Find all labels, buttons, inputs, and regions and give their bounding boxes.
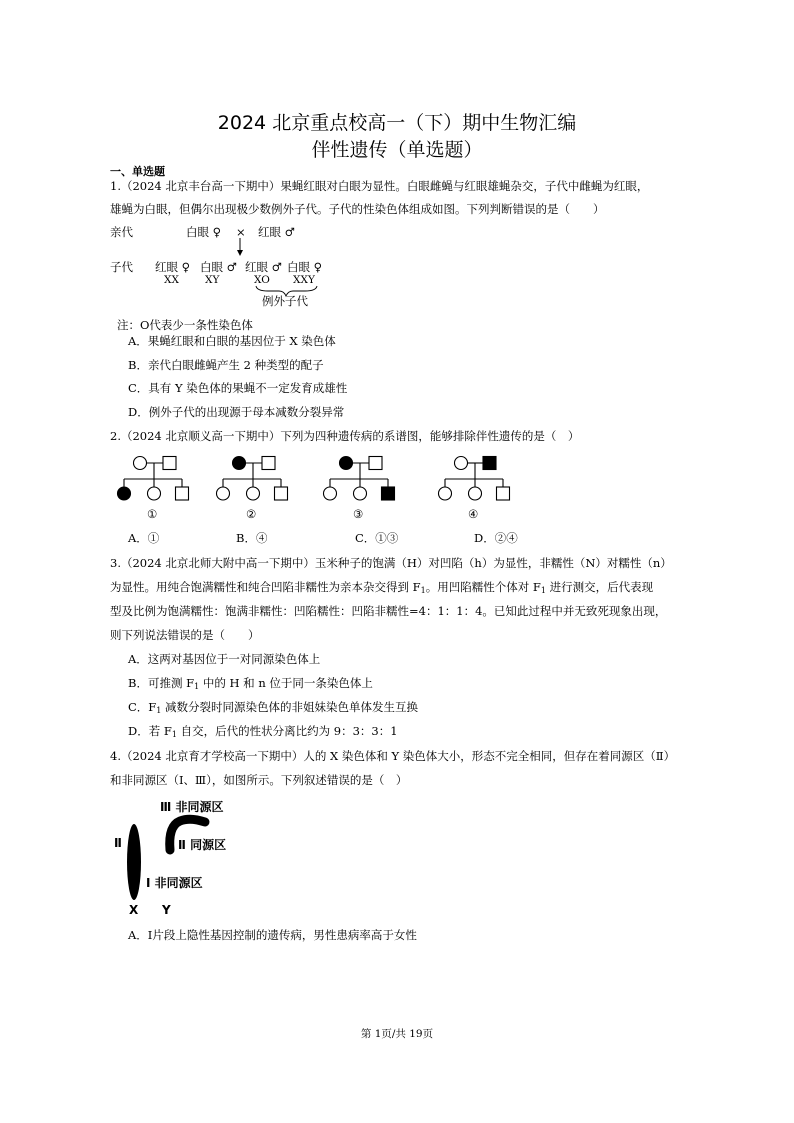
parent-female: 白眼 ♀ [186,225,222,239]
document-subtitle: 伴性遗传（单选题） [311,139,483,161]
q3-stem-line3: 型及比例为饱满糯性：饱满非糯性：凹陷糯性：凹陷非糯性=4：1：1：4。已知此过程中并无致死现象出现， [110,604,667,618]
q3-stem-text: 。用凹陷糯性个体对 F [425,580,541,594]
offspring-genotype: XX [164,274,179,286]
q1-option-c: C．具有 Y 染色体的果蝇不一定发育成雄性 [128,381,348,395]
pedigree-4-label: ④ [468,507,479,521]
q1-stem-line1: 1.（2024 北京丰台高一下期中）果蝇红眼对白眼为显性。白眼雌蝇与红眼雄蝇杂交，子代中雌蝇为红眼， [110,179,649,193]
q2-stem: 2.（2024 北京顺义高一下期中）下列为四种遗传病的系谱图，能够排除伴性遗传的是（ ） [110,429,580,443]
page-number: 第 1页/共 19页 [360,1028,434,1040]
option-text: D．若 F [128,724,172,738]
offspring-phenotype: 红眼 ♀ [155,260,191,274]
label-nonhomologous-III: Ⅲ 非同源区 [160,800,224,814]
offspring-generation-label: 子代 [110,260,133,274]
label-nonhomologous-I: Ⅰ 非同源区 [146,876,203,890]
q1-option-b: B．亲代白眼雌蝇产生 2 种类型的配子 [128,358,324,372]
offspring-phenotype: 白眼 ♂ [200,260,237,274]
subscript: 1 [194,682,200,691]
offspring-genotype: XXY [293,274,315,286]
q3-stem-text: 进行测交，后代表现 [545,580,654,594]
option-text: C．F [128,700,157,714]
subscript: 1 [420,586,426,595]
pedigree-1-label: ① [147,507,158,521]
q1-option-a: A．果蝇红眼和白眼的基因位于 X 染色体 [128,334,336,348]
q3-stem-line1: 3.（2024 北京北师大附中高一下期中）玉米种子的饱满（H）对凹陷（h）为显性，非糯性（N）对糯性（n） [110,556,672,570]
q3-option-a: A．这两对基因位于一对同源染色体上 [128,652,321,666]
q2-option-d: D．②④ [474,531,518,545]
q4-stem-line2: 和非同源区（Ⅰ、Ⅲ），如图所示。下列叙述错误的是（ ） [110,773,408,787]
subscript: 1 [156,706,162,715]
parent-generation-label: 亲代 [110,225,133,239]
pedigree-2-label: ② [246,507,257,521]
subscript: 1 [171,730,177,739]
q2-option-b: B．④ [236,531,268,545]
q3-stem-text: 为显性。用纯合饱满糯性和纯合凹陷非糯性为亲本杂交得到 F [110,580,421,594]
label-homologous-II-left: Ⅱ [114,836,122,850]
q4-stem-line1: 4.（2024 北京育才学校高一下期中）人的 X 染色体和 Y 染色体大小，形态不完全相同，但存在着同源区（Ⅱ） [110,749,676,763]
label-x-chromosome: X [129,903,139,917]
label-homologous-II: Ⅱ 同源区 [178,838,227,852]
option-text: 减数分裂时同源染色体的非姐妹染色单体发生互换 [161,700,419,714]
section-heading: 一、单选题 [110,165,165,178]
exception-offspring-label: 例外子代 [262,294,308,308]
offspring-phenotype: 红眼 ♂ [245,260,282,274]
q4-option-a: A．Ⅰ片段上隐性基因控制的遗传病，男性患病率高于女性 [128,928,417,942]
pedigree-3-label: ③ [353,507,364,521]
q3-stem-line4: 则下列说法错误的是（ ） [110,628,260,642]
offspring-genotype: XY [205,274,220,286]
option-text: 中的 H 和 n 位于同一条染色体上 [199,676,373,690]
label-y-chromosome: Y [162,903,171,917]
q2-option-a: A．① [128,531,160,545]
y-chromosome [170,819,205,850]
parent-male: 红眼 ♂ [258,225,295,239]
x-chromosome [127,824,141,900]
cross-symbol: × [236,225,246,239]
q2-option-c: C．①③ [355,531,399,545]
document-title: 2024 北京重点校高一（下）期中生物汇编 [217,112,577,134]
subscript: 1 [540,586,546,595]
offspring-genotype: XO [254,274,270,286]
option-text: 自交，后代的性状分离比约为 9：3：3：1 [176,724,398,738]
option-text: B．可推测 F [128,676,195,690]
q1-option-d: D．例外子代的出现源于母本减数分裂异常 [128,405,345,419]
offspring-phenotype: 白眼 ♀ [287,260,323,274]
q1-note: 注：O代表少一条性染色体 [117,318,253,332]
q1-stem-line2: 雄蝇为白眼，但偶尔出现极少数例外子代。子代的性染色体组成如图。下列判断错误的是（ ） [110,202,605,216]
